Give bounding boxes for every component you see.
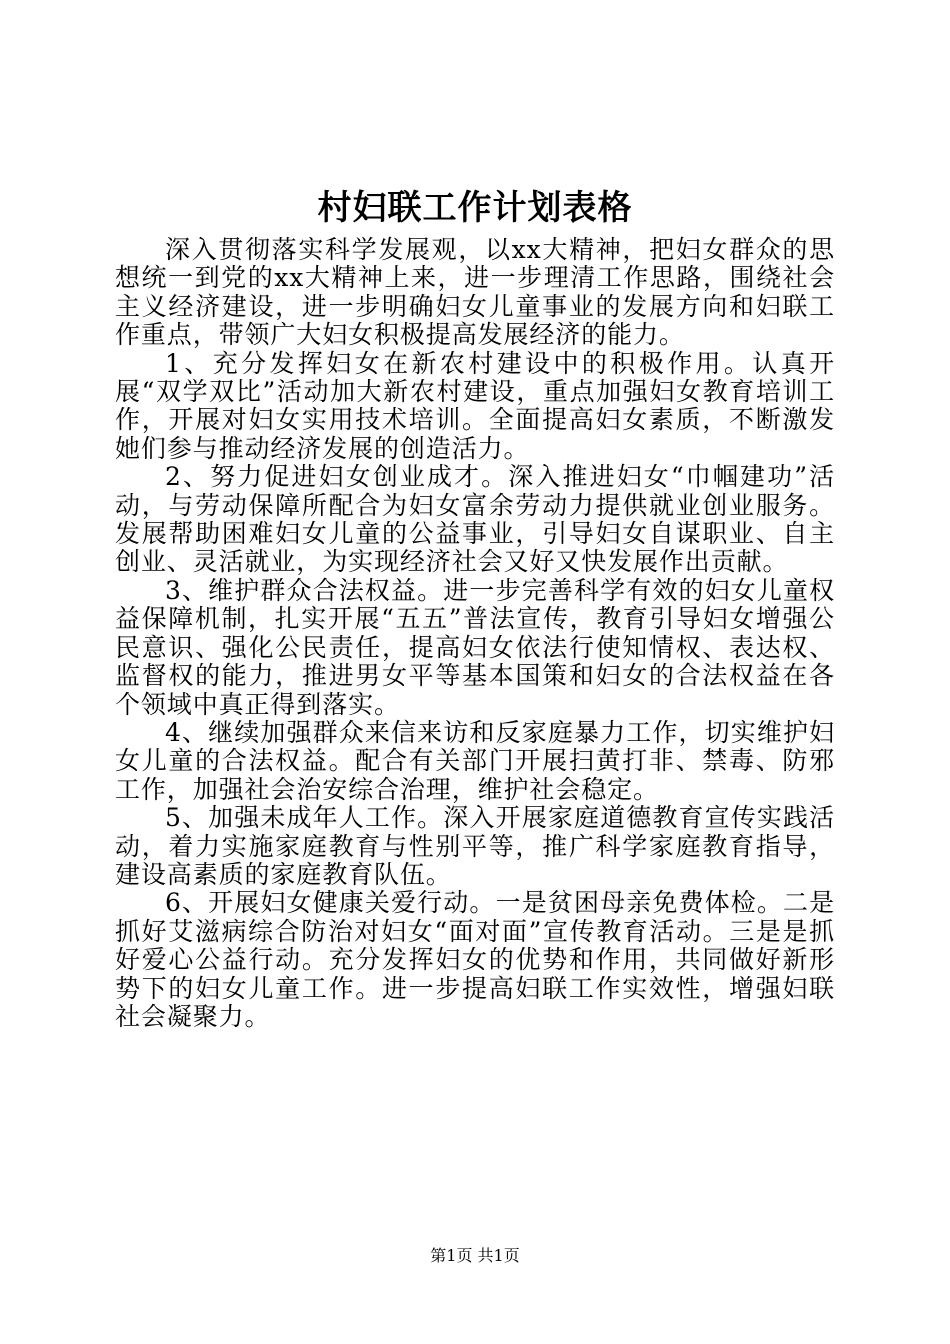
paragraph-item-6: 6、开展妇女健康关爱行动。一是贫困母亲免费体检。二是抓好艾滋病综合防治对妇女“面对面”宣传教育活动。三是是抓好爱心公益行动。充分发挥妇女的优势和作用，共同做好新形势下的妇女儿童工作。进一步提高妇联工作实效性，增强妇联社会凝聚力。 <box>115 888 835 1031</box>
paragraph-item-2: 2、努力促进妇女创业成才。深入推进妇女“巾帼建功”活动，与劳动保障所配合为妇女富余劳动力提供就业创业服务。发展帮助困难妇女儿童的公益事业，引导妇女自谋职业、自主创业、灵活就业，为实现经济社会又好又快发展作出贡献。 <box>115 462 835 577</box>
page-footer: 第1页 共1页 <box>430 1246 520 1265</box>
document-title: 村妇联工作计划表格 <box>317 188 633 228</box>
document-body <box>115 236 835 1031</box>
paragraph-item-1: 1、充分发挥妇女在新农村建设中的积极作用。认真开展“双学双比”活动加大新农村建设，重点加强妇女教育培训工作，开展对妇女实用技术培训。全面提高妇女素质，不断激发她们参与推动经济发展的创造活力。 <box>115 348 835 463</box>
paragraph-item-4: 4、继续加强群众来信来访和反家庭暴力工作，切实维护妇女儿童的合法权益。配合有关部门开展扫黄打非、禁毒、防邪工作，加强社会治安综合治理，维护社会稳定。 <box>115 717 835 804</box>
paragraph-intro: 深入贯彻落实科学发展观，以xx大精神，把妇女群众的思想统一到党的xx大精神上来，进一步理清工作思路，围绕社会主义经济建设，进一步明确妇女儿童事业的发展方向和妇联工作重点，带领广大妇女积极提高发展经济的能力。 <box>115 235 835 350</box>
paragraph-item-3: 3、维护群众合法权益。进一步完善科学有效的妇女儿童权益保障机制，扎实开展“五五”普法宣传，教育引导妇女增强公民意识、强化公民责任，提高妇女依法行使知情权、表达权、监督权的能力，推进男女平等基本国策和妇女的合法权益在各个领域中真正得到落实。 <box>115 575 835 719</box>
paragraph-item-5: 5、加强未成年人工作。深入开展家庭道德教育宣传实践活动，着力实施家庭教育与性别平等，推广科学家庭教育指导，建设高素质的家庭教育队伍。 <box>115 803 835 889</box>
